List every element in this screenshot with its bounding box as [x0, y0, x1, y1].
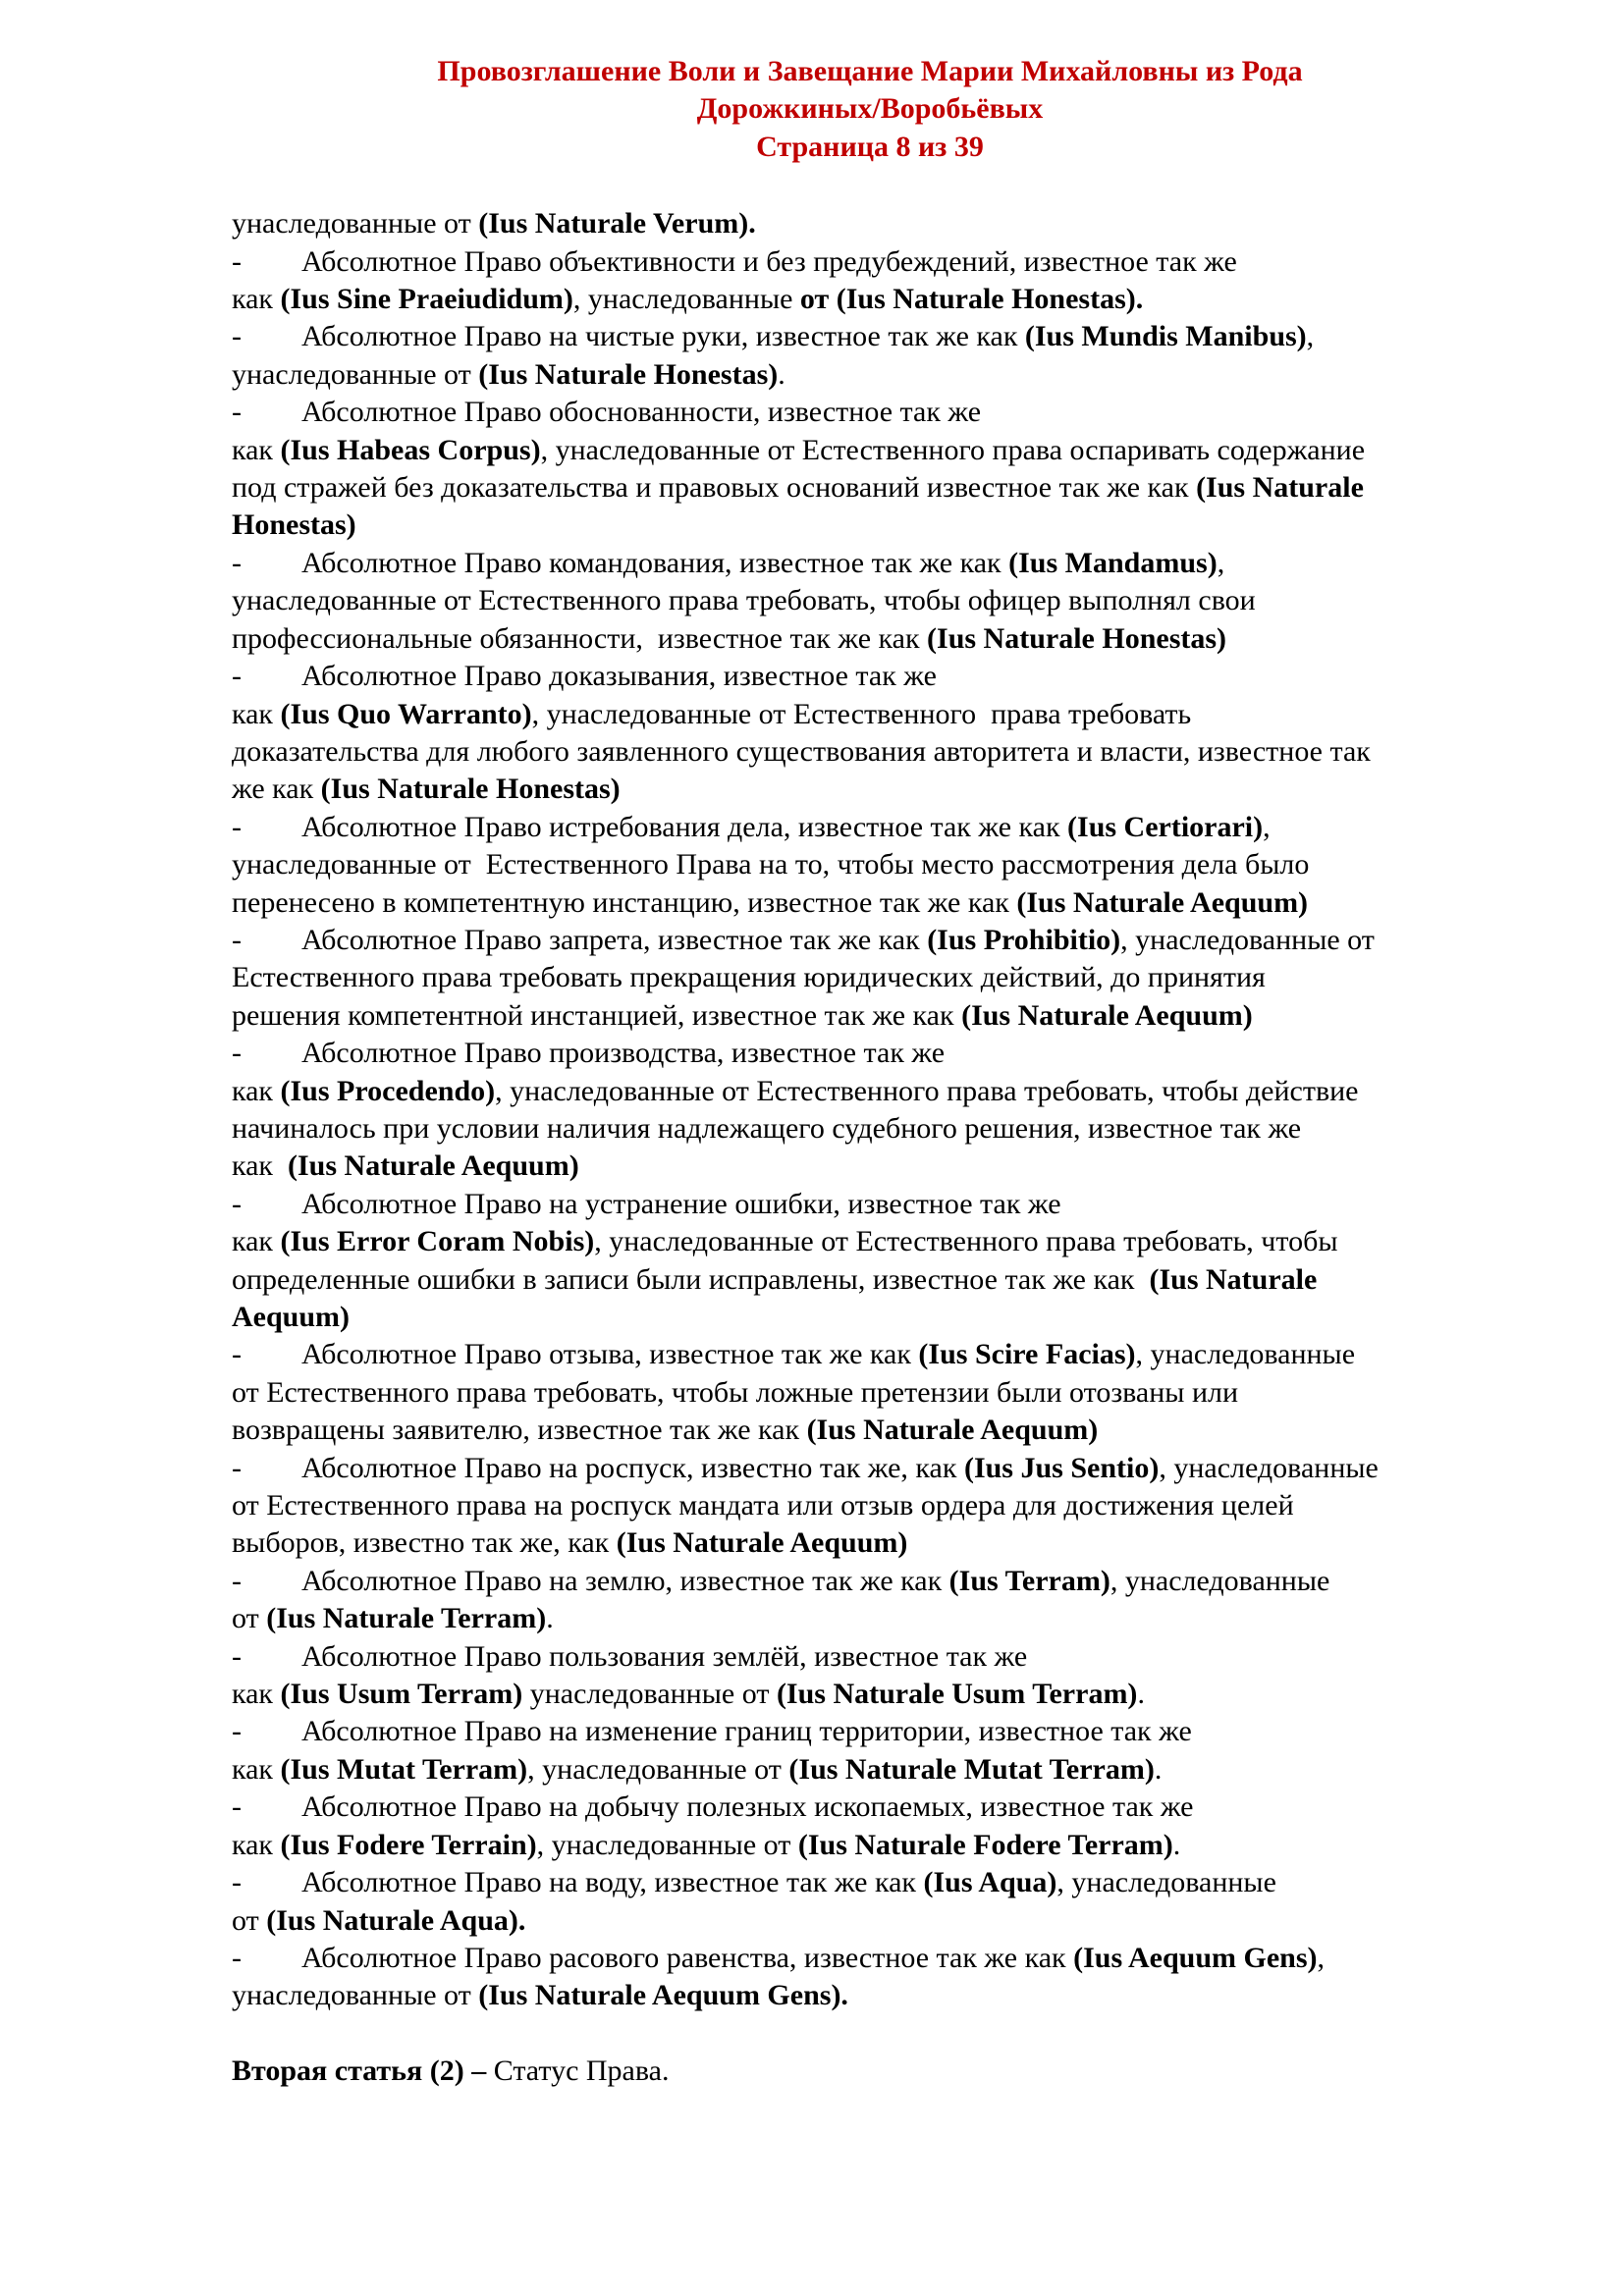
text-line	[232, 809, 1508, 846]
text-run: Абсолютное Право на изменение границ территории, известное так же	[301, 1715, 1192, 1748]
text-line	[232, 1073, 1508, 1110]
text-run: , унаследованные от	[527, 1752, 789, 1786]
text-line	[232, 696, 1508, 733]
text-line	[232, 1864, 1508, 1901]
bold-text-run: (Ius Naturale Terram)	[266, 1602, 547, 1635]
bold-text-run: (Ius Mundis Manibus)	[1024, 320, 1307, 353]
bold-text-run: (Ius Naturale Fodere Terram)	[797, 1828, 1173, 1861]
page-number: Страница 8 из 39	[756, 130, 984, 163]
text-run: Статус Права.	[486, 2055, 670, 2088]
text-run: Абсолютное Право доказывания, известное так же	[301, 660, 937, 693]
bold-text-run: (Ius Sine Praeiudidum)	[280, 283, 573, 316]
text-line	[232, 394, 1508, 431]
text-line	[232, 1977, 1508, 2014]
text-line	[232, 507, 1508, 544]
text-line	[232, 959, 1508, 996]
text-run: , унаследованные от Естественного права требовать	[531, 697, 1192, 730]
text-run: , унаследованные	[1056, 1866, 1276, 1899]
list-dash: -	[232, 320, 242, 353]
bold-text-run: (Ius Terram)	[948, 1564, 1110, 1597]
text-line	[232, 1600, 1508, 1637]
bold-text-run: (Ius Naturale Aequum)	[806, 1414, 1099, 1447]
text-run: начиналось при условии наличия надлежащего судебного решения, известное так же	[232, 1111, 1302, 1145]
text-line	[232, 1035, 1508, 1072]
text-run: ,	[1306, 320, 1315, 353]
bold-text-run: (Ius Error Coram Nobis)	[280, 1225, 595, 1258]
text-run: как	[232, 433, 281, 466]
bold-text-run: (Ius Naturale Verum).	[478, 207, 756, 240]
text-line	[232, 1713, 1508, 1750]
text-line	[232, 771, 1508, 808]
bold-text-run: (Ius Fodere Terrain)	[280, 1828, 537, 1861]
text-line	[232, 356, 1508, 394]
text-line	[232, 1299, 1508, 1336]
text-line	[232, 1940, 1508, 1977]
text-line	[232, 884, 1508, 922]
text-line	[232, 846, 1508, 883]
text-run: Абсолютное Право объективности и без предубеждений, известное так же	[301, 244, 1237, 278]
bold-text-run: (Ius Naturale Aequum Gens).	[478, 1979, 848, 2012]
text-run: перенесено в компетентную инстанцию, известное так же как	[232, 885, 1017, 919]
bold-text-run: (Ius Naturale Aequum)	[288, 1149, 579, 1183]
text-line	[232, 318, 1508, 355]
bold-text-run: (Ius Usum Terram)	[280, 1678, 523, 1711]
text-run: под стражей без доказательства и правовых оснований известное так же как	[232, 471, 1197, 505]
text-run: же как	[232, 773, 321, 806]
text-line	[232, 2053, 1508, 2090]
blank-line	[232, 2015, 1508, 2053]
text-run: Естественного права требовать прекращения юридических действий, до принятия	[232, 961, 1266, 994]
bold-text-run: (Ius Naturale Usum Terram)	[776, 1678, 1138, 1711]
text-line	[232, 1676, 1508, 1713]
text-run: профессиональные обязанности, известное так же как	[232, 621, 928, 655]
text-line	[232, 582, 1508, 619]
text-run: определенные ошибки в записи были исправлены, известное так же как	[232, 1262, 1150, 1296]
text-line	[232, 1110, 1508, 1148]
text-run: как	[232, 1828, 281, 1861]
text-run: унаследованные от Естественного права требовать, чтобы офицер выполнял свои	[232, 584, 1256, 617]
text-run: Абсолютное Право отзыва, известное так же как	[301, 1338, 919, 1371]
text-line	[232, 1261, 1508, 1299]
bold-text-run: (Ius Naturale Aqua).	[266, 1903, 526, 1937]
list-dash: -	[232, 396, 242, 429]
text-line	[232, 281, 1508, 318]
bold-text-run: (Ius Scire Facias)	[918, 1338, 1136, 1371]
text-run: как	[232, 697, 281, 730]
text-run: , унаследованные от Естественного права требовать, чтобы	[594, 1225, 1338, 1258]
text-run: Абсолютное Право на воду, известное так же как	[301, 1866, 924, 1899]
text-line	[232, 1789, 1508, 1826]
text-run: ,	[1317, 1941, 1325, 1974]
bold-text-run: (Ius Naturale Mutat Terram)	[788, 1752, 1155, 1786]
bold-text-run: (Ius Aequum Gens)	[1073, 1941, 1318, 1974]
bold-text-run: (Ius Jus Sentio)	[963, 1451, 1160, 1484]
text-line	[232, 205, 1508, 242]
list-dash: -	[232, 546, 242, 579]
list-dash: -	[232, 1941, 242, 1974]
text-run: как	[232, 1225, 281, 1258]
text-line	[232, 1223, 1508, 1260]
text-line	[232, 620, 1508, 658]
document-content	[232, 0, 1508, 2091]
bold-text-run: Aequum)	[232, 1301, 351, 1333]
text-run: от Естественного права требовать, чтобы ложные претензии были отозваны или	[232, 1375, 1239, 1409]
bold-text-run: Honestas)	[232, 508, 356, 542]
text-run: , унаследованные от	[1120, 923, 1375, 956]
text-run: Абсолютное Право на устранение ошибки, известное так же	[301, 1187, 1061, 1220]
document-title-line-2: Дорожкиных/Воробьёвых	[696, 92, 1044, 126]
list-dash: -	[232, 1037, 242, 1070]
text-run: как	[232, 1752, 281, 1786]
text-run: возвращены заявителю, известное так же как	[232, 1414, 807, 1447]
bold-text-run: (Ius Mandamus)	[1008, 546, 1218, 579]
text-run: от Естественного права на роспуск мандата или отзыв ордера для достижения целей	[232, 1489, 1294, 1522]
list-dash: -	[232, 810, 242, 843]
text-run: , унаследованные от Естественного права оспаривать содержание	[540, 433, 1366, 466]
text-line	[232, 1638, 1508, 1676]
document-header	[232, 0, 1508, 166]
text-line	[232, 469, 1508, 507]
bold-text-run: (Ius Naturale	[1196, 471, 1364, 505]
document-title-line-1: Провозглашение Воли и Завещание Марии Михайловны из Рода	[437, 55, 1303, 87]
text-run: доказательства для любого заявленного существования авторитета и власти, известное так	[232, 734, 1371, 768]
text-run: как	[232, 1678, 281, 1711]
list-dash: -	[232, 1639, 242, 1673]
text-run: , унаследованные	[1135, 1338, 1356, 1371]
text-run: Абсолютное Право расового равенства, известное так же как	[301, 1941, 1074, 1974]
bold-text-run: (Ius Naturale Honestas)	[478, 357, 779, 391]
bold-text-run: (Ius Naturale Honestas)	[927, 621, 1227, 655]
bold-text-run: (Ius Naturale Aequum)	[961, 998, 1253, 1032]
text-run: , унаследованные от Естественного права требовать, чтобы действие	[495, 1074, 1359, 1107]
text-run: Абсолютное Право на добычу полезных ископаемых, известное так же	[301, 1790, 1194, 1824]
list-dash: -	[232, 1715, 242, 1748]
text-run: Абсолютное Право обоснованности, известное так же	[301, 396, 982, 429]
list-dash: -	[232, 244, 242, 278]
text-line	[232, 1450, 1508, 1487]
text-run: унаследованные от	[232, 207, 479, 240]
text-run: ,	[1263, 810, 1271, 843]
text-run: .	[1137, 1678, 1145, 1711]
text-run: Абсолютное Право производства, известное так же	[301, 1037, 946, 1070]
text-line	[232, 243, 1508, 281]
text-run: .	[778, 357, 785, 391]
list-dash: -	[232, 660, 242, 693]
bold-text-run: (Ius Naturale	[1149, 1262, 1318, 1296]
text-line	[232, 1563, 1508, 1600]
text-run: как	[232, 283, 281, 316]
text-run: как	[232, 1149, 289, 1183]
text-line	[232, 1336, 1508, 1373]
bold-text-run: Вторая статья (2) –	[232, 2055, 487, 2088]
list-dash: -	[232, 1866, 242, 1899]
text-run: ,	[1217, 546, 1225, 579]
text-line	[232, 1751, 1508, 1789]
bold-text-run: (Ius Naturale Honestas)	[320, 773, 621, 806]
text-line	[232, 432, 1508, 469]
text-run: решения компетентной инстанцией, известное так же как	[232, 998, 962, 1032]
text-line	[232, 1148, 1508, 1185]
text-run: Абсолютное Право пользования землёй, известное так же	[301, 1639, 1028, 1673]
text-run: унаследованные от	[232, 357, 479, 391]
text-run: Абсолютное Право командования, известное так же как	[301, 546, 1009, 579]
text-run: как	[232, 1074, 281, 1107]
bold-text-run: (Ius Naturale Aequum)	[1016, 885, 1309, 919]
bold-text-run: (Ius Prohibitio)	[927, 923, 1121, 956]
bold-text-run: (Ius Mutat Terram)	[280, 1752, 528, 1786]
list-dash: -	[232, 923, 242, 956]
text-run: Абсолютное Право на землю, известное так же как	[301, 1564, 949, 1597]
text-run: , унаследованные от	[536, 1828, 798, 1861]
text-run: унаследованные от	[232, 1979, 479, 2012]
text-line	[232, 733, 1508, 771]
document-body	[232, 205, 1508, 2090]
text-run: .	[1172, 1828, 1181, 1861]
text-line	[232, 1524, 1508, 1562]
text-run: .	[546, 1602, 554, 1635]
text-run: Абсолютное Право на чистые руки, известное так же как	[301, 320, 1025, 353]
bold-text-run: (Ius Habeas Corpus)	[280, 433, 541, 466]
text-line	[232, 922, 1508, 959]
text-line	[232, 1374, 1508, 1412]
text-run: , унаследованные	[1159, 1451, 1379, 1484]
text-run: от	[232, 1602, 267, 1635]
bold-text-run: (Ius Certiorari)	[1067, 810, 1264, 843]
text-line	[232, 1827, 1508, 1864]
list-dash: -	[232, 1790, 242, 1824]
bold-text-run: (Ius Aqua)	[923, 1866, 1057, 1899]
text-line	[232, 1412, 1508, 1449]
text-run: , унаследованные	[1110, 1564, 1330, 1597]
text-run: , унаследованные	[572, 283, 800, 316]
text-run: Абсолютное Право запрета, известное так же как	[301, 923, 928, 956]
text-line	[232, 1186, 1508, 1223]
text-run: Абсолютное Право на роспуск, известно так же, как	[301, 1451, 964, 1484]
text-run: унаследованные от Естественного Права на то, чтобы место рассмотрения дела было	[232, 848, 1310, 881]
text-line	[232, 545, 1508, 582]
list-dash: -	[232, 1564, 242, 1597]
list-dash: -	[232, 1338, 242, 1371]
text-run: от	[232, 1903, 267, 1937]
bold-text-run: (Ius Naturale Aequum)	[616, 1526, 908, 1560]
text-line	[232, 997, 1508, 1035]
bold-text-run: от (Ius Naturale Honestas).	[799, 283, 1144, 316]
list-dash: -	[232, 1451, 242, 1484]
bold-text-run: (Ius Procedendo)	[280, 1074, 496, 1107]
text-run: выборов, известно так же, как	[232, 1526, 617, 1560]
text-line	[232, 658, 1508, 695]
bold-text-run: (Ius Quo Warranto)	[280, 697, 532, 730]
text-run: Абсолютное Право истребования дела, известное так же как	[301, 810, 1068, 843]
text-line	[232, 1902, 1508, 1940]
text-line	[232, 1487, 1508, 1524]
list-dash: -	[232, 1187, 242, 1220]
text-run: унаследованные от	[522, 1678, 777, 1711]
text-run: .	[1154, 1752, 1163, 1786]
